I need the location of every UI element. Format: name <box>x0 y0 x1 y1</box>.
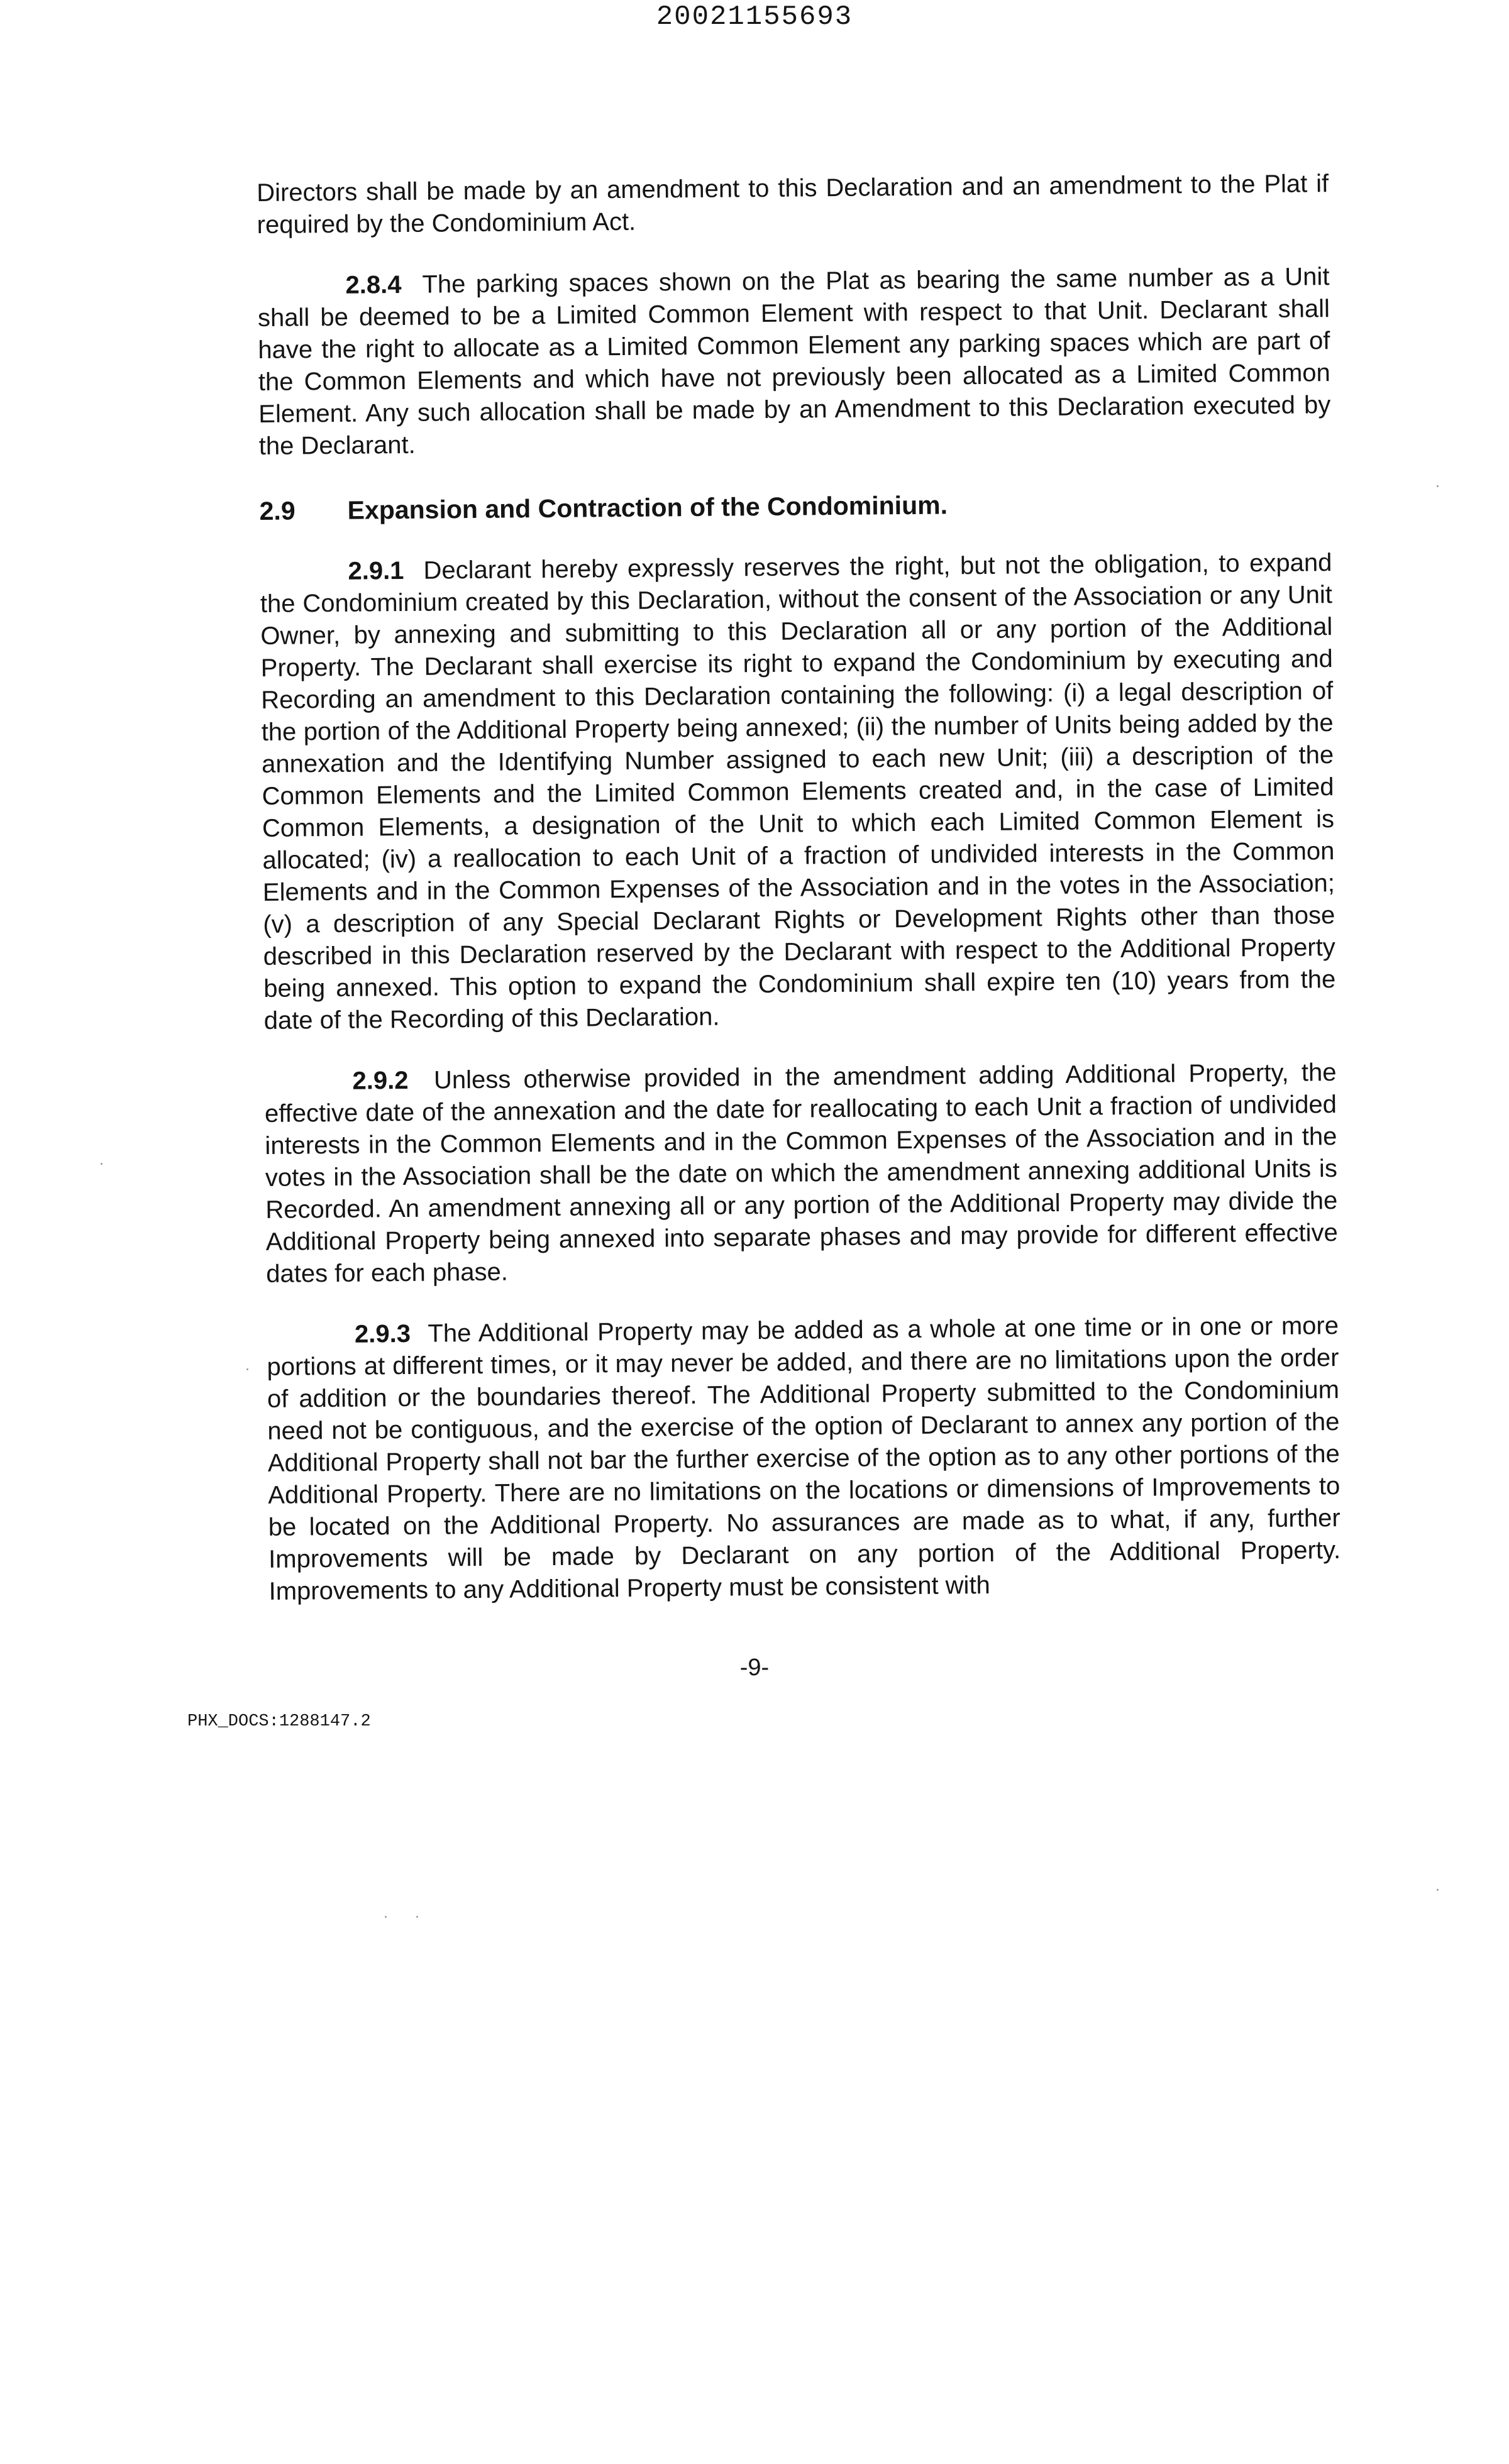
page-number: -9- <box>739 1654 770 1681</box>
paragraph-text: Declarant hereby expressly reserves the right, but not the obligation, to expand the Condominium created by this Declaration, without the consent of the Association or any Unit Owner, by annexing and submitting to this Declaration all or any portion of the Additional Property. The Declarant shall exercise its right to expand the Condominium by executing and Recording an amendment to this Declaration containing the following: (i) a legal description of the portion of the Additional Property being annexed; (ii) the number of Units being added by the annexation and the Identifying Number assigned to each new Unit; (iii) a description of the Common Elements and the Limited Common Elements created and, in the case of Limited Common Elements, a designation of the Unit to which each Limited Common Element is allocated; (iv) a reallocation to each Unit of a fraction of undivided interests in the Common Elements and in the Common Expenses of the Association and in the votes in the Association; (v) a description of any Special Declarant Rights or Development Rights other than those described in this Declaration reserved by the Declarant with respect to the Additional Property being annexed. This option to expand the Condominium shall expire ten (10) years from the date of the Recording of this Declaration. <box>260 549 1336 1035</box>
section-number: 2.9.1 <box>348 556 404 585</box>
paragraph-2-8-4 <box>257 261 1331 463</box>
section-number: 2.8.4 <box>345 270 402 299</box>
scan-speck <box>1437 1889 1439 1891</box>
section-number: 2.9.3 <box>354 1319 411 1348</box>
scan-speck <box>416 1916 418 1918</box>
scan-speck <box>246 1368 248 1370</box>
section-heading-2-9 <box>259 486 1331 527</box>
section-number: 2.9 <box>259 496 296 525</box>
section-number: 2.9.2 <box>352 1066 409 1095</box>
paragraph-text: The parking spaces shown on the Plat as bearing the same number as a Unit shall be deemed to be a Limited Common Element with respect to that Unit. Declarant shall have the right to allocate as a Limited Common Element any parking spaces which are part of the Common Elements and which have not previously been allocated as a Limited Common Element. Any such allocation shall be made by an Amendment to this Declaration executed by the Declarant. <box>257 263 1331 460</box>
document-id: PHX_DOCS:1288147.2 <box>187 1712 371 1731</box>
scan-speck <box>1437 485 1439 487</box>
paragraph-text: The Additional Property may be added as a whole at one time or in one or more portions at different times, or it may never be added, and there are no limitations upon the order of addition or the boundaries thereof. The Additional Property submitted to the Condominium need not be contiguous, and the exercise of the option of Declarant to annex any portion of the Additional Property shall not bar the further exercise of the option as to any other portions of the Additional Property. There are no limitations on the locations or dimensions of Improvements to be located on the Additional Property. No assurances are made as to what, if any, further Improvements will be made by Declarant on any portion of the Additional Property. Improvements to any Additional Property must be consistent with <box>267 1312 1341 1605</box>
scan-speck <box>385 1916 387 1918</box>
document-number: 20021155693 <box>656 1 853 33</box>
document-body <box>257 168 1341 1608</box>
paragraph-text: Unless otherwise provided in the amendment adding Additional Property, the effective date of the annexation and the date for reallocating to each Unit a fraction of undivided interests in the Common Elements and in the Common Expenses of the Association and in the votes in the Association shall be the date on which the amendment annexing additional Units is Recorded. An amendment annexing all or any portion of the Additional Property may divide the Additional Property being annexed into separate phases and may provide for different effective dates for each phase. <box>264 1059 1338 1288</box>
paragraph-text: Directors shall be made by an amendment to this Declaration and an amendment to the Plat if required by the Condominium Act. <box>257 170 1329 239</box>
paragraph-2-8-3-continuation <box>257 168 1329 241</box>
paragraph-2-9-3 <box>267 1310 1341 1608</box>
paragraph-2-9-2 <box>264 1057 1338 1290</box>
paragraph-2-9-1 <box>260 547 1336 1037</box>
section-title: Expansion and Contraction of the Condominium. <box>347 490 948 525</box>
scan-speck <box>101 1163 102 1165</box>
